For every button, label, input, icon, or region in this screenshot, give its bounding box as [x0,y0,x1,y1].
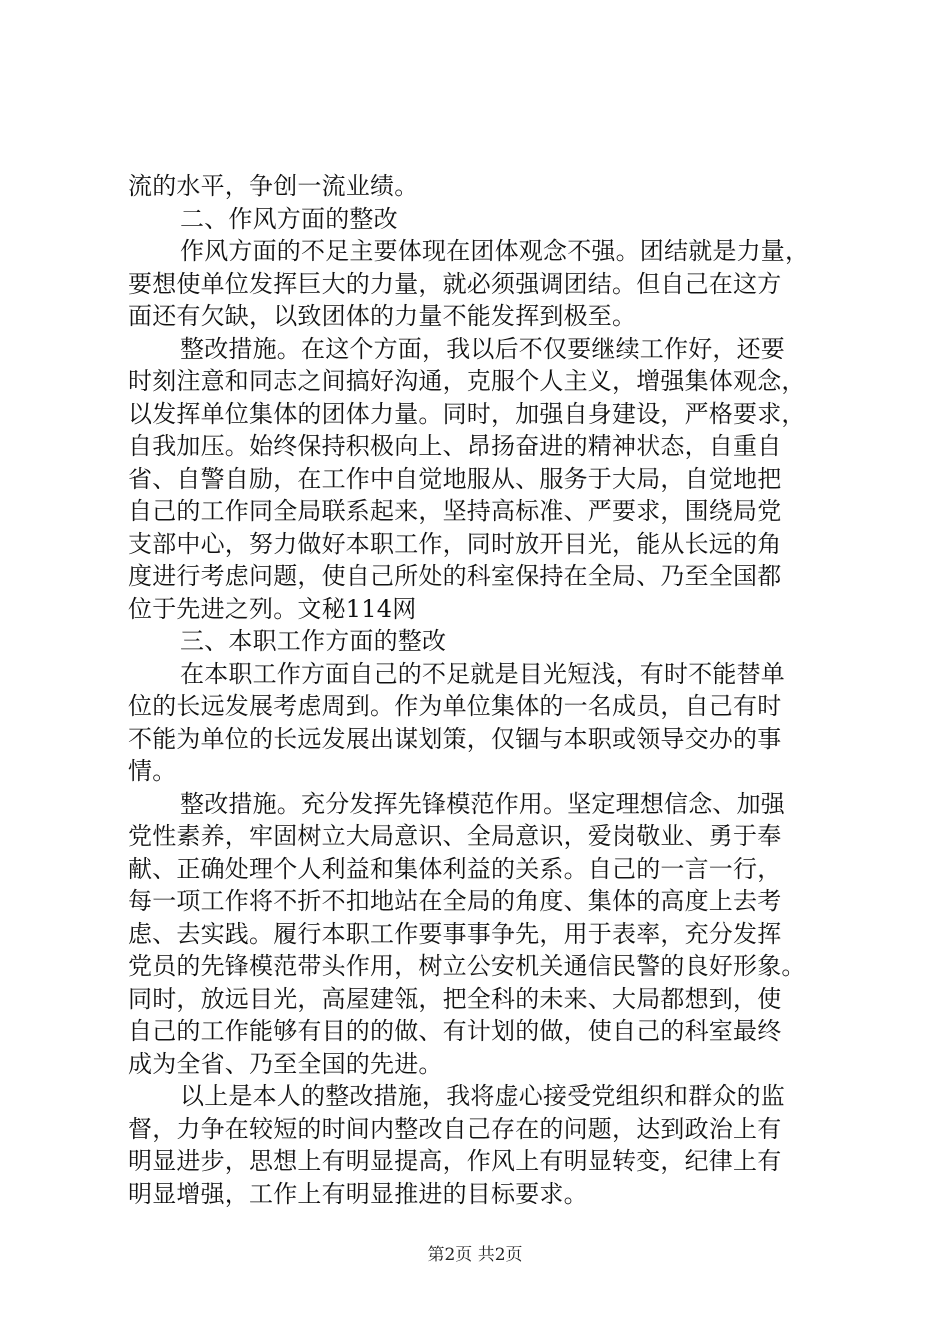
text-line: 献、正确处理个人利益和集体利益的关系。自己的一言一行， [128,854,782,883]
document-body [128,170,840,1210]
text-line: 整改措施。在这个方面，我以后不仅要继续工作好，还要 [180,334,785,363]
text-line: 明显进步，思想上有明显提高，作风上有明显转变，纪律上有 [128,1147,782,1175]
text-line: 流的水平，争创一流业绩。 [128,172,419,200]
text-line: 党性素养，牢固树立大局意识、全局意识，爱岗敬业、勇于奉 [128,822,782,850]
text-line: 度进行考虑问题，使自己所处的科室保持在全局、乃至全国都 [128,562,782,590]
text-line: 位于先进之列。文秘114网 [128,594,417,623]
text-line: 要想使单位发挥巨大的力量，就必须强调团结。但自己在这方 [128,269,782,298]
text-line: 整改措施。充分发挥先锋模范作用。坚定理想信念、加强 [180,789,785,818]
text-line: 党员的先锋模范带头作用，树立公安机关通信民警的良好形象。 [128,952,806,980]
text-line: 省、自警自励，在工作中自觉地服从、服务于大局，自觉地把 [128,464,782,493]
text-line: 在本职工作方面自己的不足就是目光短浅，有时不能替单 [180,659,785,688]
text-line: 面还有欠缺，以致团体的力量不能发挥到极至。 [128,302,637,330]
text-line: 作风方面的不足主要体现在团体观念不强。团结就是力量， [180,237,810,265]
text-line: 以发挥单位集体的团体力量。同时，加强自身建设，严格要求， [128,399,806,428]
text-line: 位的长远发展考虑周到。作为单位集体的一名成员，自己有时 [128,692,782,720]
text-line: 支部中心，努力做好本职工作，同时放开目光，能从长远的角 [128,529,782,558]
text-line: 不能为单位的长远发展出谋划策，仅锢与本职或领导交办的事 [128,724,782,753]
text-line: 自己的工作能够有目的的做、有计划的做，使自己的科室最终 [128,1017,782,1045]
text-line: 情。 [128,757,177,785]
text-line: 二、作风方面的整改 [180,204,398,233]
text-line: 同时，放远目光，高屋建瓴，把全科的未来、大局都想到，使 [128,984,782,1013]
text-line: 明显增强，工作上有明显推进的目标要求。 [128,1179,588,1208]
text-line: 每一项工作将不折不扣地站在全局的角度、集体的高度上去考 [128,887,782,915]
text-line: 自己的工作同全局联系起来，坚持高标准、严要求，围绕局党 [128,497,782,525]
text-line: 三、本职工作方面的整改 [180,627,447,655]
text-line: 时刻注意和同志之间搞好沟通，克服个人主义，增强集体观念， [128,367,806,395]
text-line: 虑、去实践。履行本职工作要事事争先，用于表率，充分发挥 [128,919,782,948]
text-line: 成为全省、乃至全国的先进。 [128,1049,443,1078]
text-line: 自我加压。始终保持积极向上、昂扬奋进的精神状态，自重自 [128,432,782,460]
page-footer: 第2页 共2页 [427,1245,523,1265]
text-line: 督，力争在较短的时间内整改自己存在的问题，达到政治上有 [128,1114,782,1143]
text-line: 以上是本人的整改措施，我将虚心接受党组织和群众的监 [180,1082,785,1110]
